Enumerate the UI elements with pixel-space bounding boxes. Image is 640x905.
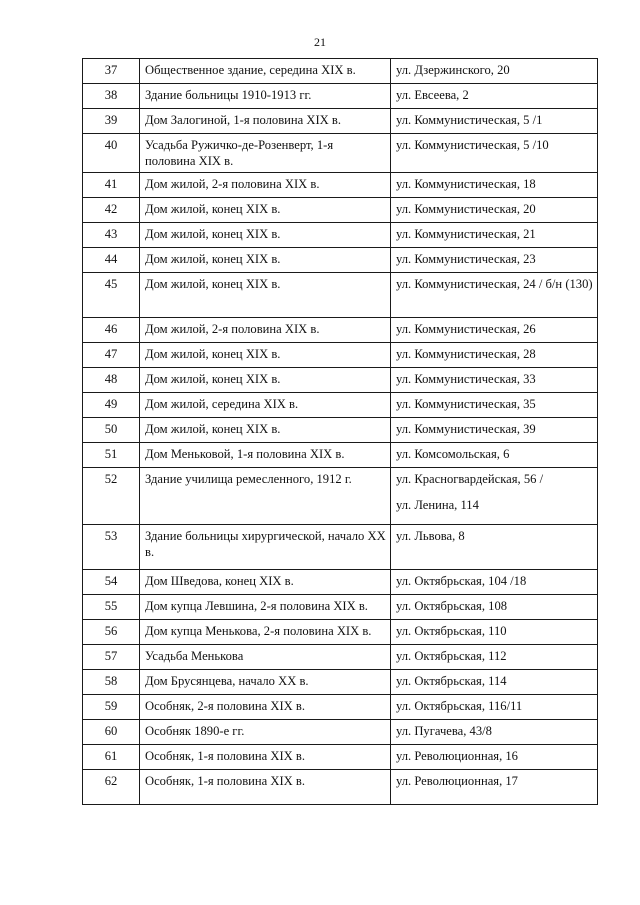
address-line: ул. Коммунистическая, 21 (396, 227, 536, 241)
object-name: Дом Шведова, конец XIX в. (140, 570, 391, 595)
row-number: 58 (83, 670, 140, 695)
object-name: Дом Меньковой, 1-я половина XIX в. (140, 443, 391, 468)
address-line: ул. Комсомольская, 6 (396, 447, 510, 461)
table-row (83, 645, 598, 670)
table-row (83, 695, 598, 720)
address-line: ул. Коммунистическая, 24 / б/н (130) (396, 277, 593, 291)
table-row (83, 109, 598, 134)
object-address (391, 695, 598, 720)
row-number: 51 (83, 443, 140, 468)
object-address (391, 393, 598, 418)
object-name: Дом жилой, 2-я половина XIX в. (140, 173, 391, 198)
address-line: ул. Октябрьская, 110 (396, 624, 507, 638)
object-address (391, 745, 598, 770)
object-name: Здание училища ремесленного, 1912 г. (140, 468, 391, 525)
object-address (391, 273, 598, 318)
table-row (83, 318, 598, 343)
monuments-table (82, 58, 598, 805)
object-name: Здание больницы хирургической, начало XX в. (140, 525, 391, 570)
row-number: 55 (83, 595, 140, 620)
object-name: Дом жилой, конец XIX в. (140, 223, 391, 248)
row-number: 56 (83, 620, 140, 645)
object-address (391, 770, 598, 805)
address-line: ул. Коммунистическая, 26 (396, 322, 536, 336)
table-row (83, 223, 598, 248)
object-address (391, 443, 598, 468)
object-name: Особняк, 1-я половина XIX в. (140, 770, 391, 805)
table-row (83, 248, 598, 273)
table-row (83, 368, 598, 393)
object-address (391, 720, 598, 745)
row-number: 47 (83, 343, 140, 368)
address-line: ул. Октябрьская, 108 (396, 599, 508, 613)
object-name: Здание больницы 1910-1913 гг. (140, 84, 391, 109)
address-line: ул. Октябрьская, 116/11 (396, 699, 523, 713)
object-name: Дом жилой, конец XIX в. (140, 368, 391, 393)
object-name: Дом Брусянцева, начало XX в. (140, 670, 391, 695)
address-line: ул. Коммунистическая, 5 /1 (396, 113, 543, 127)
object-address (391, 109, 598, 134)
object-address (391, 84, 598, 109)
table-row (83, 745, 598, 770)
object-name: Особняк, 1-я половина XIX в. (140, 745, 391, 770)
address-line: ул. Коммунистическая, 23 (396, 252, 536, 266)
object-name: Дом купца Менькова, 2-я половина XIX в. (140, 620, 391, 645)
table-row (83, 418, 598, 443)
object-address (391, 418, 598, 443)
object-address (391, 468, 598, 525)
object-address (391, 595, 598, 620)
address-line: ул. Коммунистическая, 33 (396, 372, 536, 386)
row-number: 41 (83, 173, 140, 198)
object-name: Особняк 1890-е гг. (140, 720, 391, 745)
table-row (83, 720, 598, 745)
row-number: 42 (83, 198, 140, 223)
row-number: 38 (83, 84, 140, 109)
row-number: 53 (83, 525, 140, 570)
object-address (391, 318, 598, 343)
object-address (391, 198, 598, 223)
table-row (83, 525, 598, 570)
address-line: ул. Дзержинского, 20 (396, 63, 510, 77)
object-name: Дом жилой, середина XIX в. (140, 393, 391, 418)
address-line: ул. Октябрьская, 114 (396, 674, 507, 688)
object-name: Общественное здание, середина XIX в. (140, 59, 391, 84)
object-address (391, 645, 598, 670)
address-line: ул. Красногвардейская, 56 / (396, 472, 544, 486)
row-number: 57 (83, 645, 140, 670)
object-address (391, 670, 598, 695)
object-address (391, 223, 598, 248)
address-line: ул. Революционная, 16 (396, 749, 518, 763)
object-address (391, 173, 598, 198)
table-row (83, 273, 598, 318)
object-name: Усадьба Ружичко-де-Розенверт, 1-я половина XIX в. (140, 134, 391, 173)
row-number: 37 (83, 59, 140, 84)
monuments-table-body (83, 59, 598, 805)
row-number: 54 (83, 570, 140, 595)
address-line: ул. Революционная, 17 (396, 774, 518, 788)
object-name: Дом жилой, конец XIX в. (140, 273, 391, 318)
table-row (83, 393, 598, 418)
row-number: 39 (83, 109, 140, 134)
row-number: 45 (83, 273, 140, 318)
row-number: 48 (83, 368, 140, 393)
address-line: ул. Пугачева, 43/8 (396, 724, 492, 738)
object-name: Усадьба Менькова (140, 645, 391, 670)
row-number: 60 (83, 720, 140, 745)
address-line: ул. Октябрьская, 112 (396, 649, 507, 663)
row-number: 44 (83, 248, 140, 273)
row-number: 49 (83, 393, 140, 418)
object-name: Дом жилой, 2-я половина XIX в. (140, 318, 391, 343)
table-row (83, 198, 598, 223)
table-row (83, 468, 598, 525)
address-line: ул. Коммунистическая, 18 (396, 177, 536, 191)
page-number: 21 (314, 35, 326, 49)
address-line: ул. Коммунистическая, 39 (396, 422, 536, 436)
object-name: Дом Залогиной, 1-я половина XIX в. (140, 109, 391, 134)
address-line: ул. Октябрьская, 104 /18 (396, 574, 527, 588)
object-name: Дом жилой, конец XIX в. (140, 248, 391, 273)
table-row (83, 343, 598, 368)
table-row (83, 134, 598, 173)
row-number: 59 (83, 695, 140, 720)
table-row (83, 84, 598, 109)
object-address (391, 368, 598, 393)
object-address (391, 570, 598, 595)
object-address (391, 59, 598, 84)
row-number: 43 (83, 223, 140, 248)
row-number: 52 (83, 468, 140, 525)
row-number: 50 (83, 418, 140, 443)
table-row (83, 173, 598, 198)
address-line: ул. Евсеева, 2 (396, 88, 469, 102)
address-line: ул. Львова, 8 (396, 529, 465, 543)
table-row (83, 770, 598, 805)
address-line: ул. Ленина, 114 (396, 498, 479, 512)
address-line: ул. Коммунистическая, 20 (396, 202, 536, 216)
table-row (83, 570, 598, 595)
row-number: 62 (83, 770, 140, 805)
table-row (83, 670, 598, 695)
table-row (83, 620, 598, 645)
table-row (83, 443, 598, 468)
object-name: Дом жилой, конец XIX в. (140, 198, 391, 223)
object-name: Особняк, 2-я половина XIX в. (140, 695, 391, 720)
table-row (83, 59, 598, 84)
address-line: ул. Коммунистическая, 28 (396, 347, 536, 361)
address-line: ул. Коммунистическая, 5 /10 (396, 138, 549, 152)
object-address (391, 525, 598, 570)
address-line: ул. Коммунистическая, 35 (396, 397, 536, 411)
row-number: 46 (83, 318, 140, 343)
object-address (391, 134, 598, 173)
object-name: Дом купца Левшина, 2-я половина XIX в. (140, 595, 391, 620)
row-number: 61 (83, 745, 140, 770)
object-name: Дом жилой, конец XIX в. (140, 418, 391, 443)
object-address (391, 248, 598, 273)
object-address (391, 343, 598, 368)
table-row (83, 595, 598, 620)
row-number: 40 (83, 134, 140, 173)
object-address (391, 620, 598, 645)
object-name: Дом жилой, конец XIX в. (140, 343, 391, 368)
